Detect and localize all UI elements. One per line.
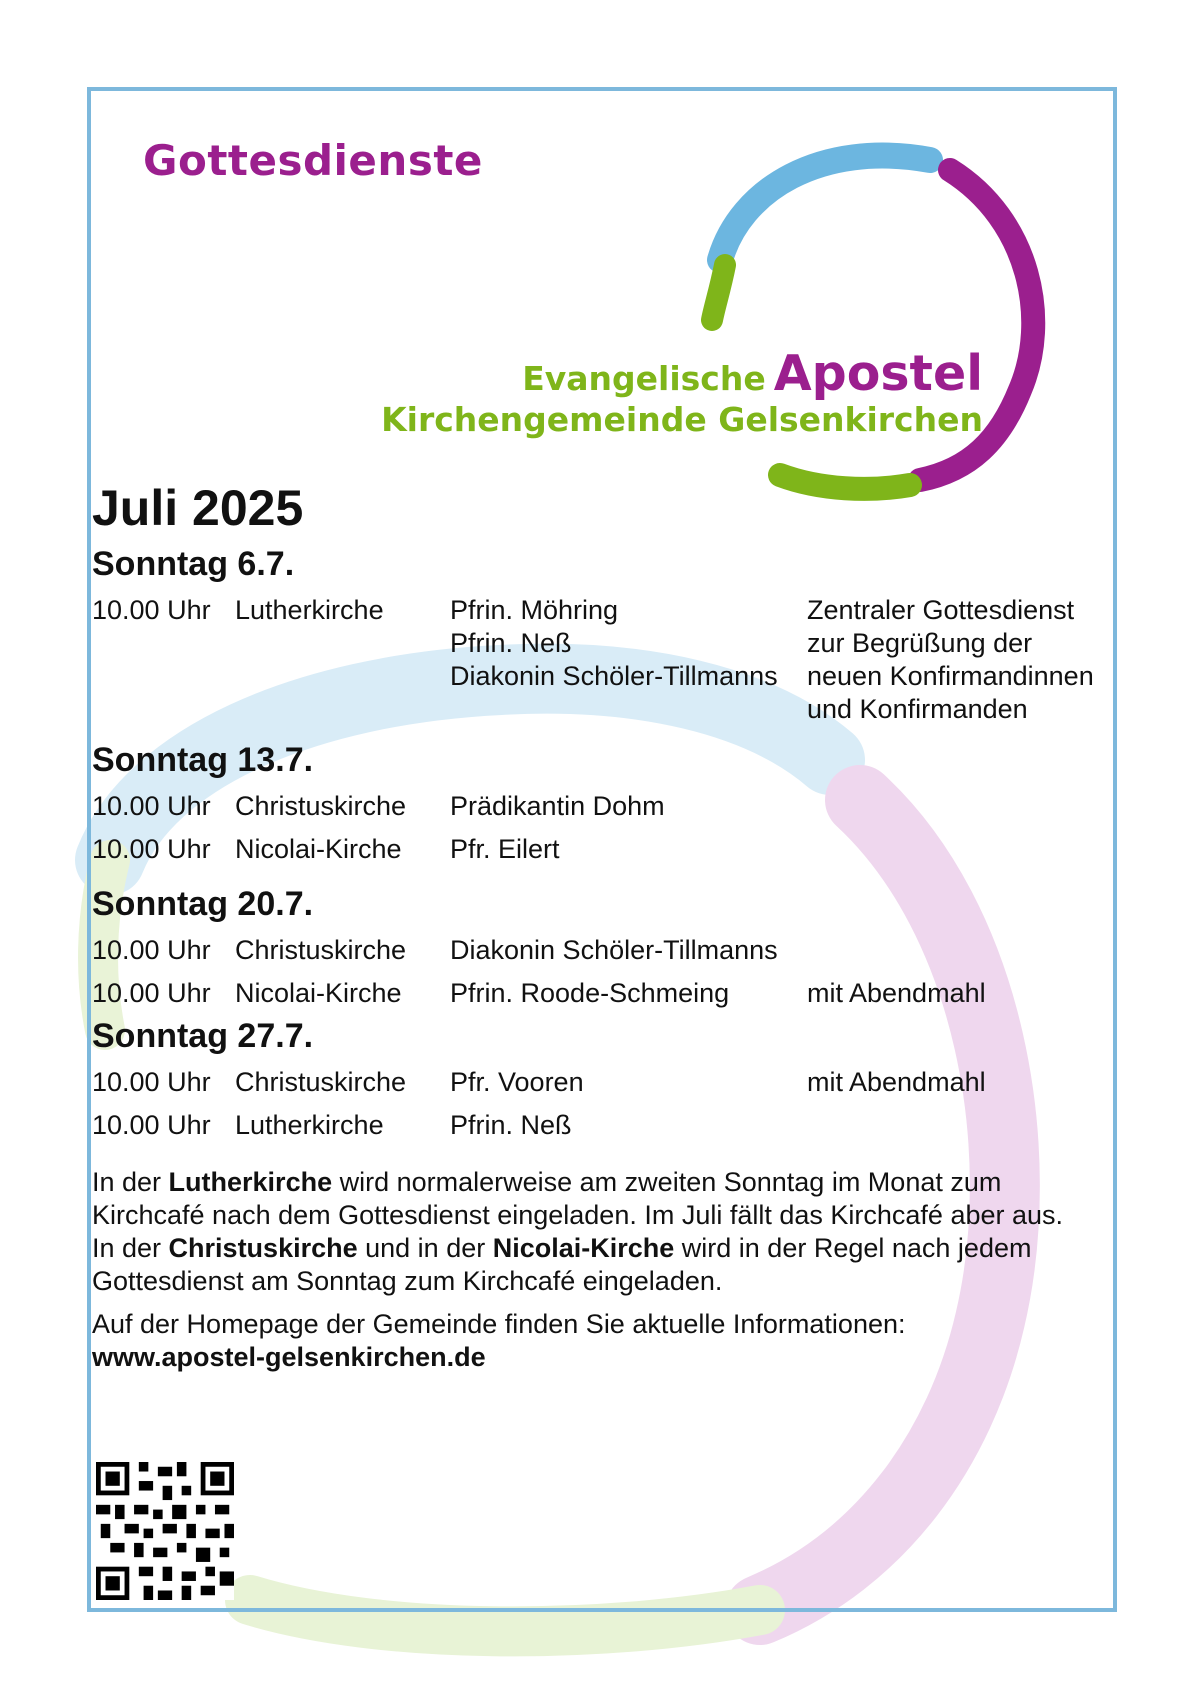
note: zur Begrüßung der <box>807 628 1033 658</box>
day-block <box>92 884 1112 1010</box>
service-person: Diakonin Schöler-Tillmanns <box>450 935 778 965</box>
service-time: 10.00 Uhr <box>92 935 211 965</box>
service-time: 10.00 Uhr <box>92 1067 211 1097</box>
service-note <box>807 1109 1112 1142</box>
person: Pfrin. Neß <box>450 628 572 658</box>
service-person: Pfrin. Roode-Schmeing <box>450 978 730 1008</box>
service-person: Pfrin. Neß <box>450 1110 572 1140</box>
service-row <box>92 833 1112 866</box>
text: und in der <box>357 1233 493 1263</box>
service-church: Nicolai-Kirche <box>235 834 402 864</box>
person: Diakonin Schöler-Tillmanns <box>450 661 778 691</box>
schedule <box>92 480 1112 1374</box>
service-time: 10.00 Uhr <box>92 978 211 1008</box>
text: In der <box>92 1233 169 1263</box>
service-note: mit Abendmahl <box>807 1067 986 1097</box>
church-name: Christuskirche <box>168 1233 358 1263</box>
service-note <box>807 833 1112 866</box>
info-block <box>92 1166 1112 1374</box>
service-time: 10.00 Uhr <box>92 791 211 821</box>
service-person: Pfr. Eilert <box>450 834 560 864</box>
homepage-link[interactable]: www.apostel-gelsenkirchen.de <box>92 1342 486 1372</box>
note: und Konfirmanden <box>807 694 1028 724</box>
day-title: Sonntag 27.7. <box>92 1017 314 1055</box>
service-row <box>92 594 1112 726</box>
month-title: Juli 2025 <box>92 480 304 536</box>
service-church: Lutherkirche <box>235 1110 384 1140</box>
service-person: Pfr. Vooren <box>450 1067 584 1097</box>
service-row <box>92 977 1112 1010</box>
service-note: mit Abendmahl <box>807 978 986 1008</box>
text: Auf der Homepage der Gemeinde finden Sie aktuelle Informationen: <box>92 1309 906 1339</box>
service-notes <box>807 594 1112 726</box>
service-note <box>807 934 1112 967</box>
service-church: Christuskirche <box>235 791 407 821</box>
day-block <box>92 544 1112 726</box>
logo-evangelische: Evangelische <box>522 359 766 398</box>
apostel-ring-logo-icon <box>700 140 1100 510</box>
qr-code-icon[interactable] <box>96 1462 234 1600</box>
logo-subtitle: Kirchengemeinde Gelsenkirchen <box>381 400 983 439</box>
day-title: Sonntag 20.7. <box>92 885 314 923</box>
service-church: Lutherkirche <box>235 595 384 625</box>
service-persons <box>450 594 807 726</box>
text: wird normalerweise am zweiten Sonntag im Monat zum Kirchcafé nach dem Gottesdienst eingeladen. Im Juli fällt das Kirchcafé aber aus. <box>92 1167 1064 1230</box>
service-time: 10.00 Uhr <box>92 595 211 625</box>
service-row <box>92 790 1112 823</box>
day-block <box>92 740 1112 866</box>
logo-apostel: Apostel <box>773 345 983 402</box>
service-church: Christuskirche <box>235 1067 407 1097</box>
day-block <box>92 1016 1112 1142</box>
service-row <box>92 1109 1112 1142</box>
service-person: Prädikantin Dohm <box>450 791 665 821</box>
page-heading: Gottesdienste <box>143 136 483 185</box>
service-time: 10.00 Uhr <box>92 834 211 864</box>
service-note <box>807 790 1112 823</box>
service-row <box>92 934 1112 967</box>
church-name: Lutherkirche <box>168 1167 333 1197</box>
service-time: 10.00 Uhr <box>92 1110 211 1140</box>
logo-title <box>522 345 983 402</box>
day-title: Sonntag 13.7. <box>92 741 314 779</box>
note: Zentraler Gottesdienst <box>807 595 1075 625</box>
text: wird in der Regel nach jedem Gottesdienst am Sonntag zum Kirchcafé eingeladen. <box>92 1233 1032 1296</box>
day-title: Sonntag 6.7. <box>92 545 295 583</box>
text: In der <box>92 1167 169 1197</box>
note: neuen Konfirmandinnen <box>807 661 1094 691</box>
church-name: Nicolai-Kirche <box>492 1233 675 1263</box>
service-row <box>92 1066 1112 1099</box>
homepage-paragraph <box>92 1308 1112 1374</box>
service-church: Christuskirche <box>235 935 407 965</box>
kirchcafe-paragraph <box>92 1166 1112 1298</box>
person: Pfrin. Möhring <box>450 595 619 625</box>
service-church: Nicolai-Kirche <box>235 978 402 1008</box>
